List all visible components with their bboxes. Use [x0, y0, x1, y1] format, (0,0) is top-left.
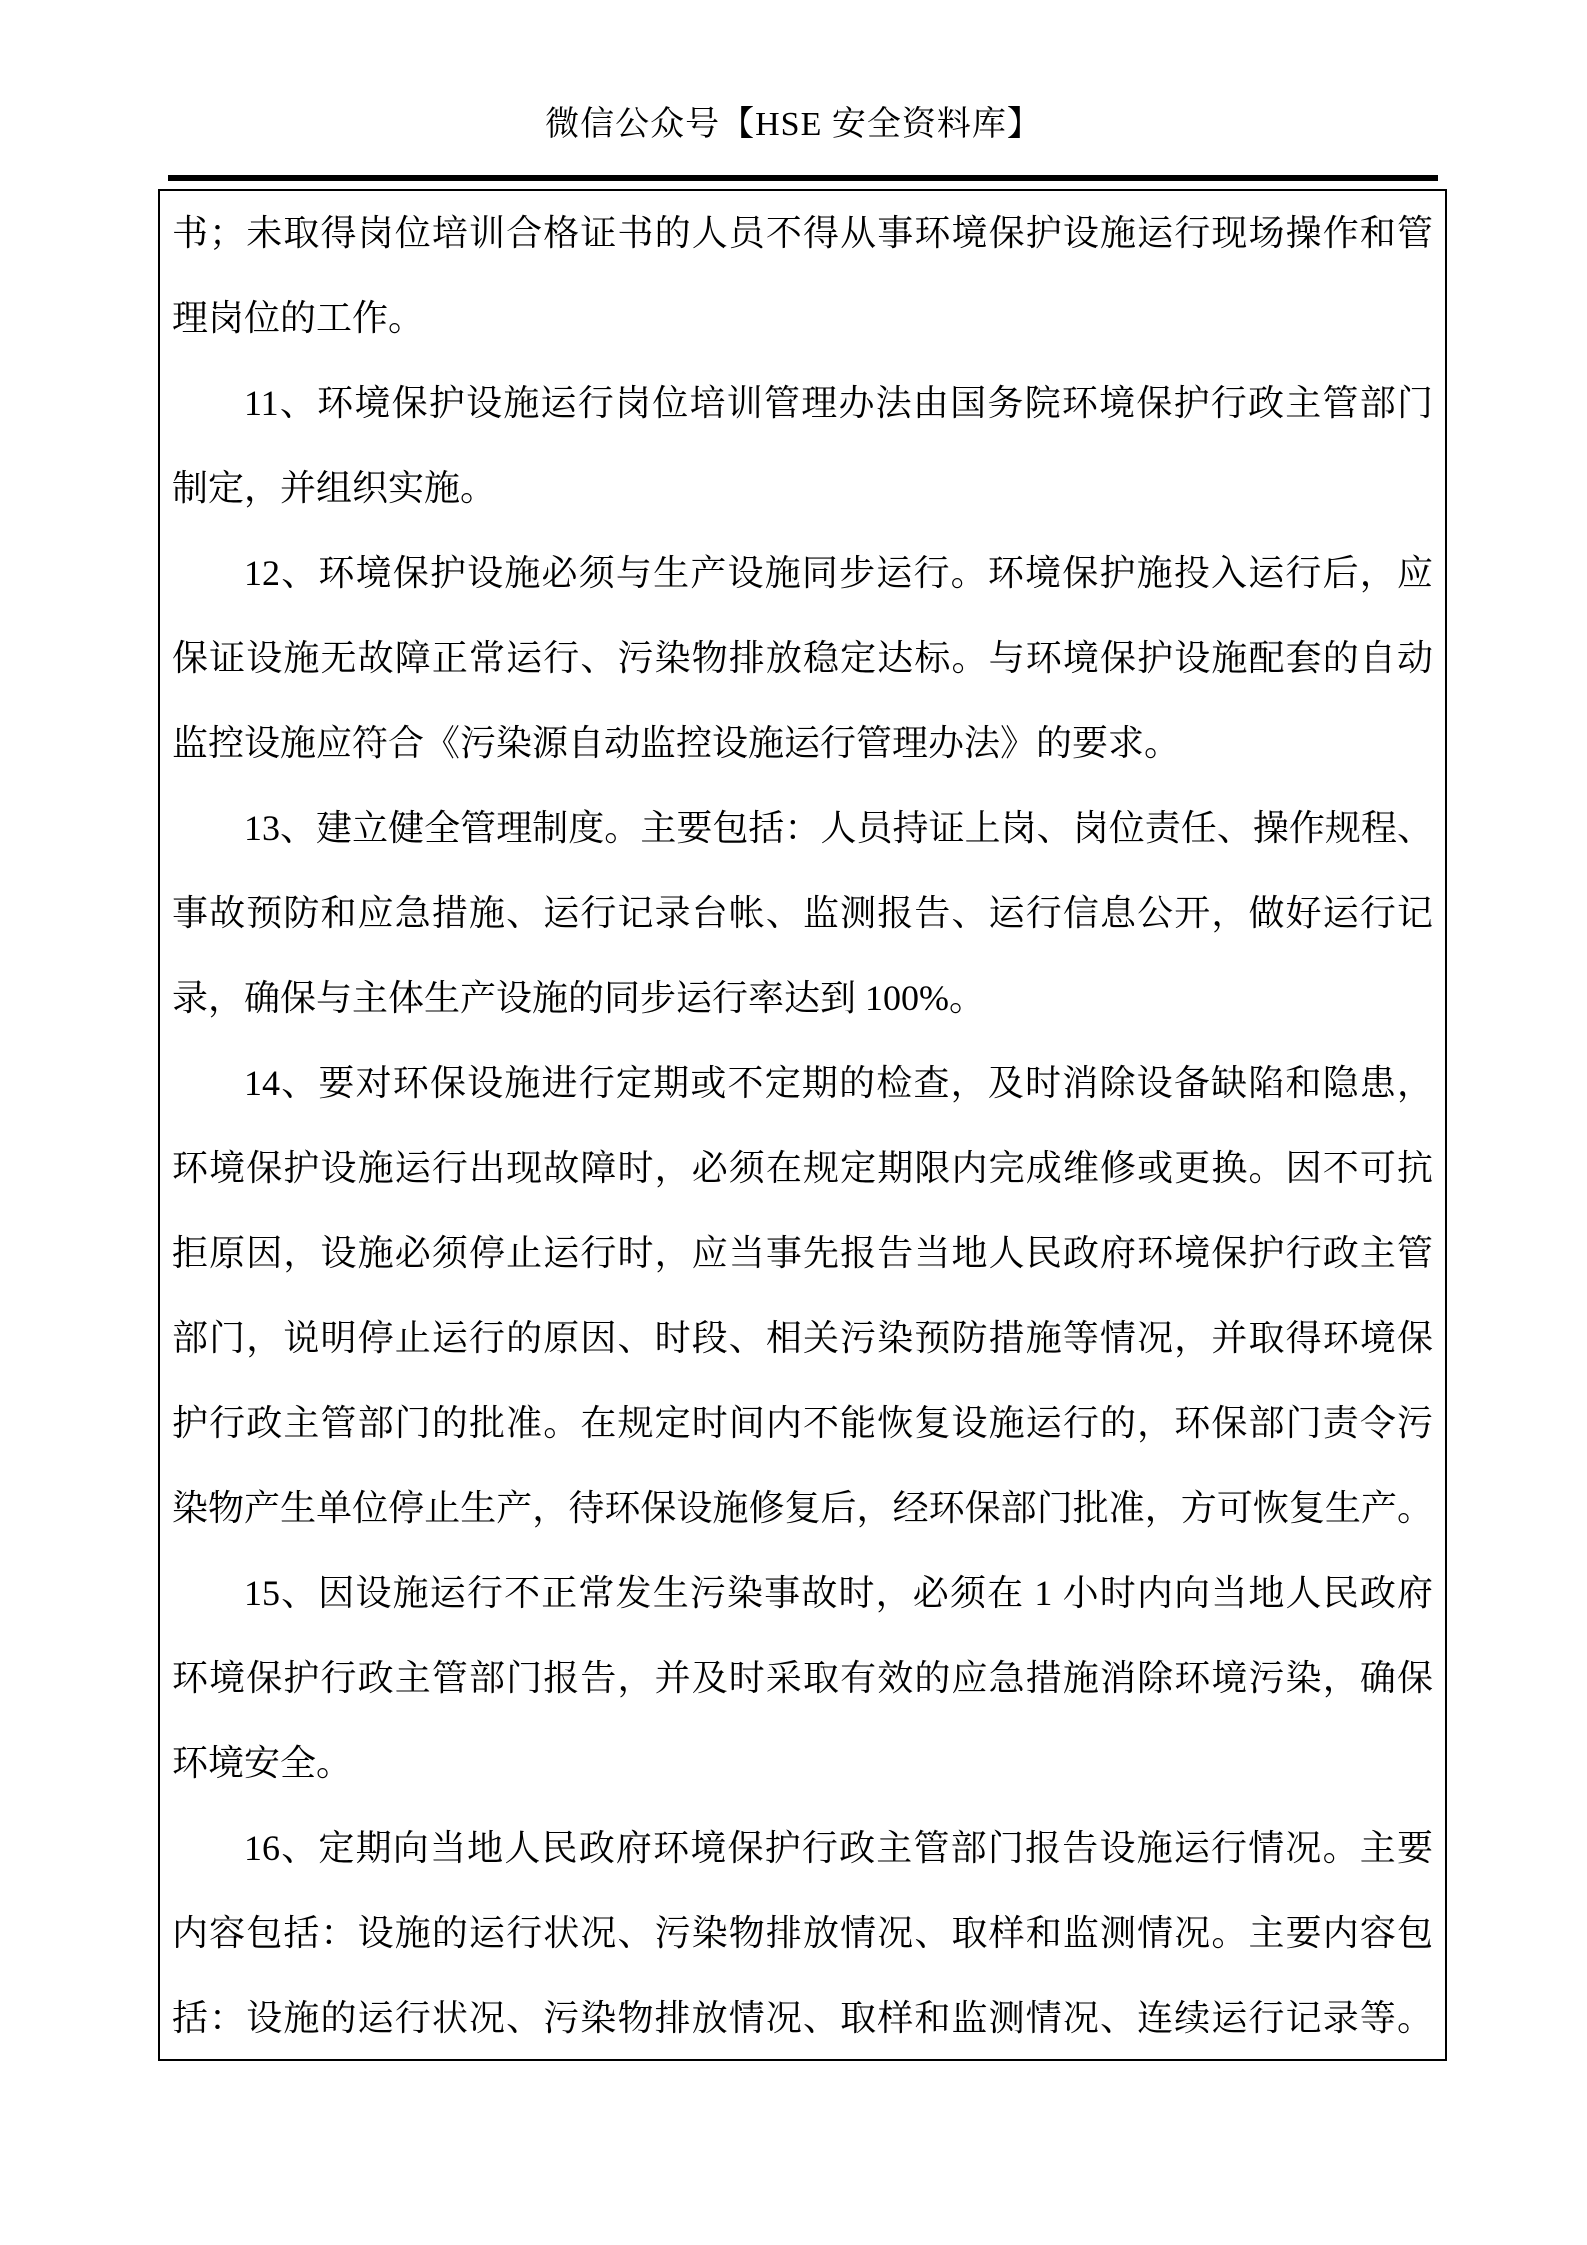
text-line: 14、要对环保设施进行定期或不定期的检查，及时消除设备缺陷和隐患， — [244, 1063, 1433, 1103]
text-line: 15、因设施运行不正常发生污染事故时，必须在 1 小时内向当地人民政府 — [244, 1573, 1433, 1613]
text-line: 环境保护设施运行出现故障时，必须在规定期限内完成维修或更换。因不可抗 — [172, 1148, 1433, 1188]
text-line: 书；未取得岗位培训合格证书的人员不得从事环境保护设施运行现场操作和管 — [172, 213, 1433, 253]
text-line: 内容包括：设施的运行状况、污染物排放情况、取样和监测情况。主要内容包 — [172, 1913, 1433, 1953]
text-line: 拒原因，设施必须停止运行时，应当事先报告当地人民政府环境保护行政主管 — [172, 1233, 1433, 1273]
text-line: 环境安全。 — [172, 1743, 353, 1783]
text-line: 部门，说明停止运行的原因、时段、相关污染预防措施等情况，并取得环境保 — [172, 1318, 1433, 1358]
text-line: 染物产生单位停止生产，待环保设施修复后，经环保部门批准，方可恢复生产。 — [172, 1488, 1433, 1528]
text-line: 13、建立健全管理制度。主要包括：人员持证上岗、岗位责任、操作规程、 — [244, 808, 1433, 848]
text-line: 16、定期向当地人民政府环境保护行政主管部门报告设施运行情况。主要 — [244, 1828, 1433, 1868]
text-line: 理岗位的工作。 — [172, 298, 425, 338]
header-divider-line — [168, 175, 1438, 181]
text-line: 11、环境保护设施运行岗位培训管理办法由国务院环境保护行政主管部门 — [244, 383, 1433, 423]
text-line: 环境保护行政主管部门报告，并及时采取有效的应急措施消除环境污染，确保 — [172, 1658, 1433, 1698]
text-line: 监控设施应符合《污染源自动监控设施运行管理办法》的要求。 — [172, 723, 1181, 763]
text-line: 括：设施的运行状况、污染物排放情况、取样和监测情况、连续运行记录等。 — [172, 1998, 1433, 2038]
text-line: 保证设施无故障正常运行、污染物排放稳定达标。与环境保护设施配套的自动 — [172, 638, 1433, 678]
text-line: 录，确保与主体生产设施的同步运行率达到 100%。 — [172, 978, 985, 1018]
document-text-frame — [158, 189, 1447, 2061]
text-line: 制定，并组织实施。 — [172, 468, 497, 508]
text-line: 护行政主管部门的批准。在规定时间内不能恢复设施运行的，环保部门责令污 — [172, 1403, 1433, 1443]
text-line: 事故预防和应急措施、运行记录台帐、监测报告、运行信息公开，做好运行记 — [172, 893, 1433, 933]
wechat-account-header: 微信公众号【HSE 安全资料库】 — [545, 106, 1042, 143]
text-line: 12、环境保护设施必须与生产设施同步运行。环境保护施投入运行后，应 — [244, 553, 1433, 593]
